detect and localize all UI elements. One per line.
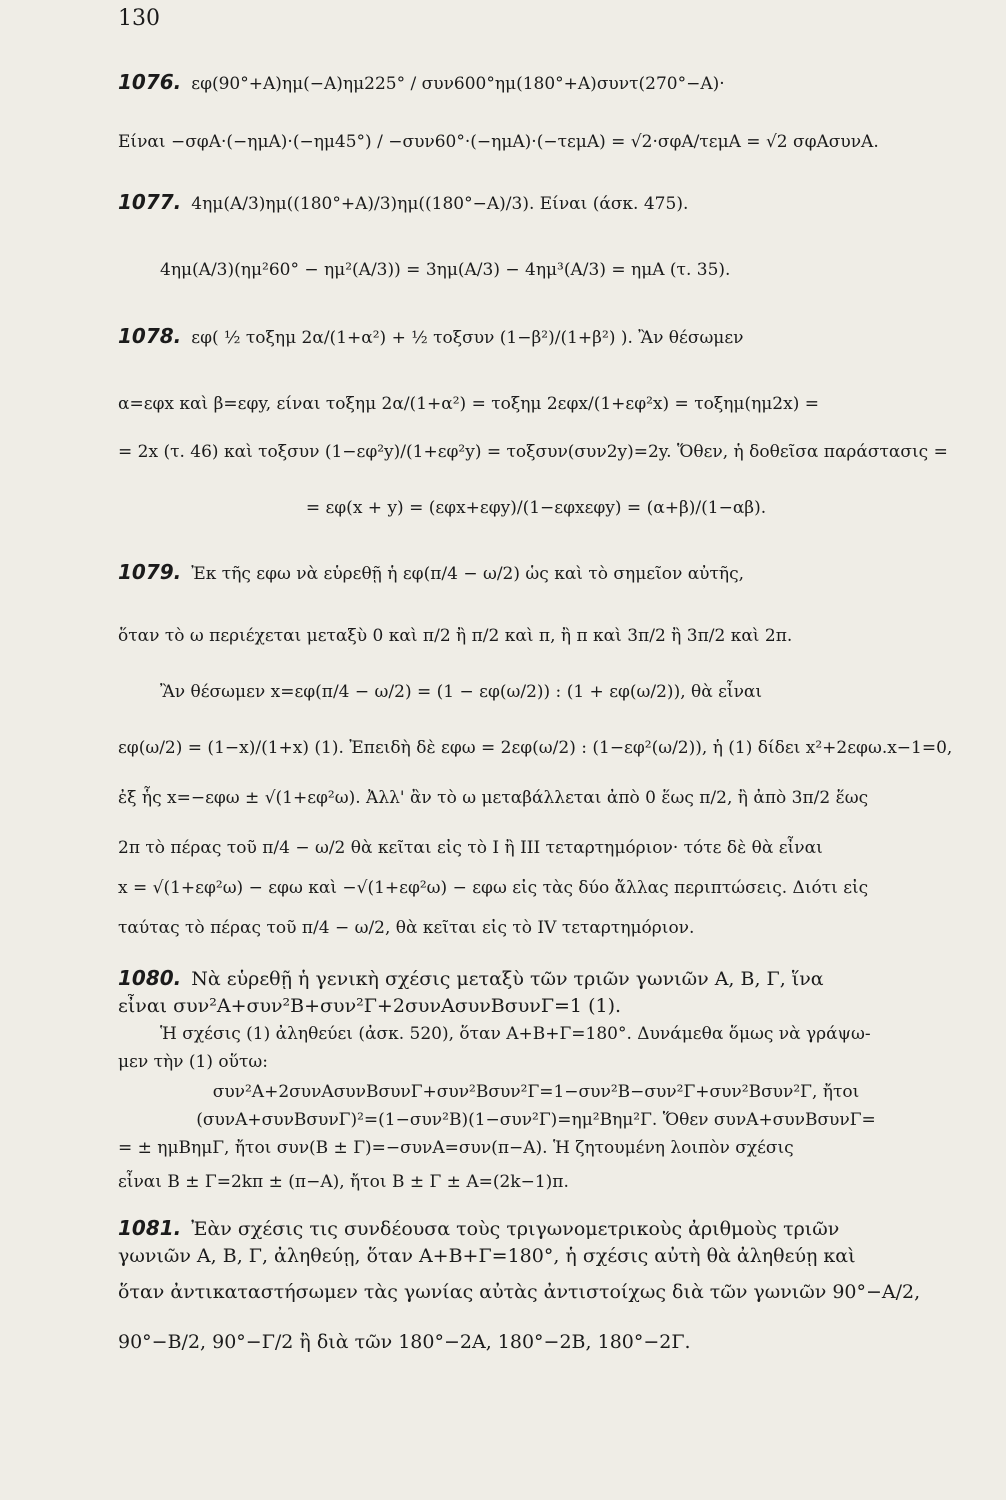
- text-line: 90°−Β/2, 90°−Γ/2 ἢ διὰ τῶν 180°−2Α, 180°−2Β, 180°−2Γ.: [118, 1331, 691, 1353]
- text-line: εἶναι Β ± Γ=2kπ ± (π−Α), ἤτοι Β ± Γ ± Α=(2k−1)π.: [118, 1172, 569, 1192]
- text-line: Ἡ σχέσις (1) ἀληθεύει (ἀσκ. 520), ὅταν Α+Β+Γ=180°. Δυνάμεθα ὅμως νὰ γράψω-: [160, 1024, 871, 1044]
- text-line: 1080. Νὰ εὑρεθῇ ἡ γενικὴ σχέσις μεταξὺ τῶν τριῶν γωνιῶν Α, Β, Γ, ἵνα: [118, 966, 824, 990]
- text-line: εἶναι συν²Α+συν²Β+συν²Γ+2συνΑσυνΒσυνΓ=1 (1).: [118, 995, 622, 1017]
- text-line: = εφ(x + y) = (εφx+εφy)/(1−εφxεφy) = (α+β)/(1−αβ).: [305, 498, 767, 518]
- text-line: συν²Α+2συνΑσυνΒσυνΓ+συν²Βσυν²Γ=1−συν²Β−συν²Γ+συν²Βσυν²Γ, ἤτοι: [212, 1082, 860, 1102]
- text-line: γωνιῶν Α, Β, Γ, ἀληθεύῃ, ὅταν Α+Β+Γ=180°, ἡ σχέσις αὐτὴ θὰ ἀληθεύῃ καὶ: [118, 1245, 856, 1267]
- exercise-number: 1077.: [118, 190, 182, 214]
- text-line: 1078. εφ( ½ τοξημ 2α/(1+α²) + ½ τοξσυν (1−β²)/(1+β²) ). Ἂν θέσωμεν: [118, 324, 744, 348]
- page-number: 130: [118, 6, 160, 31]
- text-line: x = √(1+εφ²ω) − εφω καὶ −√(1+εφ²ω) − εφω εἰς τὰς δύο ἄλλας περιπτώσεις. Διότι εἰς: [118, 878, 869, 898]
- exercise-number: 1079.: [118, 560, 182, 584]
- text-line: Είναι −σφΑ·(−ημΑ)·(−ημ45°) / −συν60°·(−ημΑ)·(−τεμΑ) = √2·σφΑ/τεμΑ = √2 σφΑσυνΑ.: [118, 132, 879, 152]
- text-line: ἐξ ἧς x=−εφω ± √(1+εφ²ω). Ἀλλ' ἂν τὸ ω μεταβάλλεται ἀπὸ 0 ἕως π/2, ἢ ἀπὸ 3π/2 ἕως: [118, 788, 869, 808]
- text-line: 1081. Ἐὰν σχέσις τις συνδέουσα τοὺς τριγωνομετρικοὺς ἀριθμοὺς τριῶν: [118, 1216, 840, 1240]
- exercise-number: 1078.: [118, 324, 182, 348]
- text-line: εφ(ω/2) = (1−x)/(1+x) (1). Ἐπειδὴ δὲ εφω = 2εφ(ω/2) : (1−εφ²(ω/2)), ἡ (1) δίδει x²+2εφω.x−1=0,: [118, 738, 953, 758]
- exercise-number: 1076.: [118, 70, 182, 94]
- text-line: α=εφx καὶ β=εφy, είναι τοξημ 2α/(1+α²) = τοξημ 2εφx/(1+εφ²x) = τοξημ(ημ2x) =: [118, 394, 819, 414]
- text-line: (συνΑ+συνΒσυνΓ)²=(1−συν²Β)(1−συν²Γ)=ημ²Βημ²Γ. Ὅθεν συνΑ+συνΒσυνΓ=: [196, 1110, 876, 1130]
- text-line: μεν τὴν (1) οὕτω:: [118, 1052, 268, 1072]
- exercise-number: 1081.: [118, 1216, 182, 1240]
- text-line: 1076. εφ(90°+Α)ημ(−Α)ημ225° / συν600°ημ(180°+Α)συντ(270°−Α)·: [118, 70, 725, 94]
- text-line: 4ημ(Α/3)(ημ²60° − ημ²(Α/3)) = 3ημ(Α/3) − 4ημ³(Α/3) = ημΑ (τ. 35).: [160, 260, 731, 280]
- text-line: 2π τὸ πέρας τοῦ π/4 − ω/2 θὰ κεῖται εἰς τὸ I ἢ III τεταρτημόριον· τότε δὲ θὰ εἶναι: [118, 838, 823, 858]
- exercise-number: 1080.: [118, 966, 182, 990]
- text-line: = 2x (τ. 46) καὶ τοξσυν (1−εφ²y)/(1+εφ²y) = τοξσυν(συν2y)=2y. Ὅθεν, ἡ δοθεῖσα παράστασις =: [118, 442, 948, 462]
- text-line: 1077. 4ημ(Α/3)ημ((180°+Α)/3)ημ((180°−Α)/3). Είναι (άσκ. 475).: [118, 190, 689, 214]
- text-line: 1079. Ἐκ τῆς εφω νὰ εὑρεθῇ ἡ εφ(π/4 − ω/2) ὡς καὶ τὸ σημεῖον αὐτῆς,: [118, 560, 745, 584]
- text-line: Ἂν θέσωμεν x=εφ(π/4 − ω/2) = (1 − εφ(ω/2)) : (1 + εφ(ω/2)), θὰ εἶναι: [160, 682, 763, 702]
- text-line: ταύτας τὸ πέρας τοῦ π/4 − ω/2, θὰ κεῖται εἰς τὸ IV τεταρτημόριον.: [118, 918, 695, 938]
- text-line: ὅταν ἀντικαταστήσωμεν τὰς γωνίας αὐτὰς ἀντιστοίχως διὰ τῶν γωνιῶν 90°−Α/2,: [118, 1281, 921, 1303]
- text-line: = ± ημΒημΓ, ἤτοι συν(Β ± Γ)=−συνΑ=συν(π−Α). Ἡ ζητουμένη λοιπὸν σχέσις: [118, 1138, 794, 1158]
- text-line: ὅταν τὸ ω περιέχεται μεταξὺ 0 καὶ π/2 ἢ π/2 καὶ π, ἢ π καὶ 3π/2 ἢ 3π/2 καὶ 2π.: [118, 626, 793, 646]
